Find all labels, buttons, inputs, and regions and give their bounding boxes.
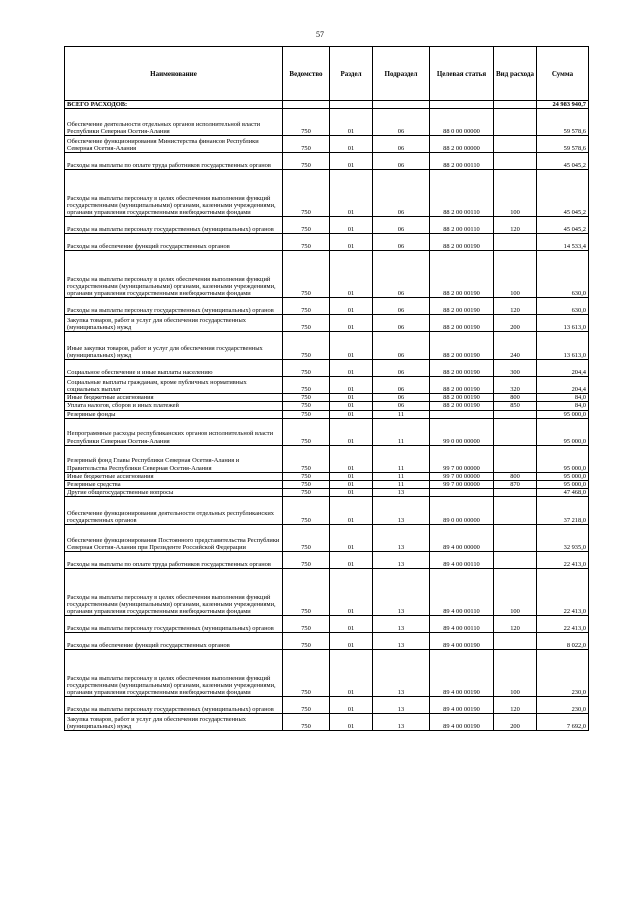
cell-podrazdel: 06 (373, 315, 430, 332)
cell-vid: 120 (494, 697, 537, 714)
cell-statya: 89 4 00 00190 (430, 714, 494, 731)
cell-razdel: 01 (330, 489, 373, 497)
cell-razdel: 01 (330, 153, 373, 170)
cell-name: Уплата налогов, сборов и иных платежей (65, 402, 283, 410)
cell-vid: 200 (494, 714, 537, 731)
header-summa: Сумма (537, 47, 589, 101)
cell-summa: 630,0 (537, 251, 589, 298)
cell-vedomstvo: 750 (283, 410, 330, 418)
table-row (65, 472, 589, 480)
cell-vedomstvo (283, 101, 330, 109)
cell-vid (494, 418, 537, 445)
cell-statya (430, 101, 494, 109)
cell-statya: 88 2 00 00190 (430, 360, 494, 377)
cell-razdel: 01 (330, 633, 373, 650)
cell-name: Социальные выплаты гражданам, кроме публичных нормативных социальных выплат (65, 377, 283, 394)
cell-statya: 89 4 00 00000 (430, 525, 494, 552)
cell-podrazdel: 13 (373, 497, 430, 525)
cell-summa: 59 578,6 (537, 109, 589, 136)
cell-vedomstvo: 750 (283, 569, 330, 616)
cell-name: Иные закупки товаров, работ и услуг для обеспечения государственных (муниципальных) нужд (65, 332, 283, 360)
cell-vid: 240 (494, 332, 537, 360)
cell-vedomstvo: 750 (283, 714, 330, 731)
table-row (65, 418, 589, 445)
cell-vid (494, 109, 537, 136)
table-row (65, 697, 589, 714)
cell-name: Расходы на обеспечение функций государственных органов (65, 234, 283, 251)
cell-vedomstvo: 750 (283, 394, 330, 402)
cell-statya: 89 4 00 00110 (430, 569, 494, 616)
cell-summa: 45 045,2 (537, 153, 589, 170)
cell-podrazdel: 06 (373, 170, 430, 217)
cell-name: Расходы на выплаты персоналу в целях обеспечения выполнения функций государственными (муниципальными) органами, казенными учреждениями, органами управления государственными внебюджетными фондами (65, 251, 283, 298)
cell-summa: 95 000,0 (537, 410, 589, 418)
table-row (65, 714, 589, 731)
cell-podrazdel: 11 (373, 481, 430, 489)
cell-summa: 204,4 (537, 360, 589, 377)
table-row (65, 315, 589, 332)
cell-razdel: 01 (330, 552, 373, 569)
cell-vid: 100 (494, 251, 537, 298)
cell-name: Обеспечение функционирования Министерства финансов Республики Северная Осетия-Алания (65, 136, 283, 153)
cell-summa: 47 468,0 (537, 489, 589, 497)
table-row (65, 234, 589, 251)
cell-statya: 88 2 00 00110 (430, 170, 494, 217)
cell-statya: 89 4 00 00110 (430, 616, 494, 633)
table-header-row (65, 47, 589, 101)
cell-podrazdel: 06 (373, 332, 430, 360)
cell-vid: 100 (494, 569, 537, 616)
cell-vid (494, 633, 537, 650)
cell-vedomstvo: 750 (283, 136, 330, 153)
cell-summa: 630,0 (537, 298, 589, 315)
cell-podrazdel: 06 (373, 217, 430, 234)
cell-podrazdel: 13 (373, 633, 430, 650)
cell-vedomstvo: 750 (283, 170, 330, 217)
cell-vid: 120 (494, 217, 537, 234)
cell-statya: 99 7 00 00000 (430, 472, 494, 480)
cell-podrazdel: 06 (373, 136, 430, 153)
cell-summa: 95 000,0 (537, 445, 589, 472)
cell-name: Иные бюджетные ассигнования (65, 394, 283, 402)
cell-vid (494, 525, 537, 552)
cell-name: Непрограммные расходы республиканских органов исполнительной власти Республики Северная Осетия-Алания (65, 418, 283, 445)
cell-vid (494, 410, 537, 418)
table-row (65, 101, 589, 109)
cell-summa: 230,0 (537, 650, 589, 697)
cell-vedomstvo: 750 (283, 633, 330, 650)
cell-name: Расходы на выплаты персоналу в целях обеспечения выполнения функций государственными (муниципальными) органами, казенными учреждениями, органами управления государственными внебюджетными фондами (65, 650, 283, 697)
cell-summa: 22 413,0 (537, 616, 589, 633)
header-razdel: Раздел (330, 47, 373, 101)
cell-statya: 88 0 00 00000 (430, 109, 494, 136)
cell-podrazdel: 11 (373, 418, 430, 445)
cell-vedomstvo: 750 (283, 153, 330, 170)
cell-razdel: 01 (330, 251, 373, 298)
cell-razdel: 01 (330, 217, 373, 234)
header-podrazdel: Подраздел (373, 47, 430, 101)
cell-summa: 13 613,0 (537, 315, 589, 332)
cell-statya: 88 2 00 00190 (430, 234, 494, 251)
table-row (65, 481, 589, 489)
cell-name: Расходы на выплаты персоналу государственных (муниципальных) органов (65, 217, 283, 234)
cell-razdel: 01 (330, 616, 373, 633)
cell-vedomstvo: 750 (283, 109, 330, 136)
cell-summa: 84,0 (537, 402, 589, 410)
table-row (65, 360, 589, 377)
cell-podrazdel: 13 (373, 697, 430, 714)
cell-summa: 95 000,0 (537, 472, 589, 480)
cell-vid: 200 (494, 315, 537, 332)
cell-podrazdel: 06 (373, 234, 430, 251)
cell-razdel: 01 (330, 332, 373, 360)
cell-statya: 88 2 00 00000 (430, 136, 494, 153)
table-row (65, 377, 589, 394)
cell-summa: 32 935,0 (537, 525, 589, 552)
cell-vid (494, 552, 537, 569)
cell-razdel: 01 (330, 481, 373, 489)
cell-summa: 45 045,2 (537, 217, 589, 234)
cell-razdel: 01 (330, 170, 373, 217)
cell-summa: 59 578,6 (537, 136, 589, 153)
cell-statya: 88 2 00 00190 (430, 332, 494, 360)
cell-vid: 120 (494, 298, 537, 315)
cell-summa: 230,0 (537, 697, 589, 714)
cell-statya: 99 0 00 00000 (430, 418, 494, 445)
cell-vid (494, 136, 537, 153)
cell-vedomstvo: 750 (283, 650, 330, 697)
cell-summa: 13 613,0 (537, 332, 589, 360)
table-row (65, 136, 589, 153)
cell-summa: 24 983 940,7 (537, 101, 589, 109)
cell-razdel: 01 (330, 497, 373, 525)
cell-vid (494, 101, 537, 109)
cell-razdel: 01 (330, 109, 373, 136)
cell-vedomstvo: 750 (283, 489, 330, 497)
table-row (65, 525, 589, 552)
cell-name: Расходы на выплаты по оплате труда работников государственных органов (65, 153, 283, 170)
cell-vedomstvo: 750 (283, 481, 330, 489)
cell-vedomstvo: 750 (283, 402, 330, 410)
cell-statya: 88 2 00 00110 (430, 217, 494, 234)
cell-statya: 88 2 00 00190 (430, 402, 494, 410)
cell-podrazdel: 11 (373, 472, 430, 480)
cell-name: Расходы на выплаты по оплате труда работников государственных органов (65, 552, 283, 569)
cell-podrazdel: 06 (373, 402, 430, 410)
cell-name: Обеспечение деятельности отдельных органов исполнительной власти Республики Северная Осетия-Алания (65, 109, 283, 136)
cell-razdel: 01 (330, 697, 373, 714)
cell-razdel: 01 (330, 714, 373, 731)
cell-podrazdel: 11 (373, 410, 430, 418)
cell-statya: 88 2 00 00190 (430, 377, 494, 394)
cell-summa: 22 413,0 (537, 552, 589, 569)
cell-statya: 88 2 00 00190 (430, 251, 494, 298)
table-row (65, 251, 589, 298)
cell-podrazdel: 06 (373, 394, 430, 402)
cell-vedomstvo: 750 (283, 360, 330, 377)
cell-razdel: 01 (330, 445, 373, 472)
cell-vid: 300 (494, 360, 537, 377)
cell-vedomstvo: 750 (283, 445, 330, 472)
cell-razdel: 01 (330, 402, 373, 410)
table-body (65, 101, 589, 731)
cell-name: ВСЕГО РАСХОДОВ: (65, 101, 283, 109)
cell-vedomstvo: 750 (283, 332, 330, 360)
cell-statya: 89 4 00 00190 (430, 650, 494, 697)
cell-statya (430, 410, 494, 418)
cell-vid: 100 (494, 170, 537, 217)
table-row (65, 552, 589, 569)
cell-vedomstvo: 750 (283, 251, 330, 298)
cell-razdel: 01 (330, 136, 373, 153)
cell-razdel: 01 (330, 377, 373, 394)
cell-name: Расходы на обеспечение функций государственных органов (65, 633, 283, 650)
cell-summa: 95 000,0 (537, 481, 589, 489)
cell-statya: 89 4 00 00110 (430, 552, 494, 569)
cell-podrazdel: 11 (373, 445, 430, 472)
table-row (65, 217, 589, 234)
cell-statya (430, 489, 494, 497)
cell-razdel: 01 (330, 569, 373, 616)
cell-vedomstvo: 750 (283, 217, 330, 234)
table-row (65, 616, 589, 633)
header-vedomstvo: Ведомство (283, 47, 330, 101)
cell-vid: 320 (494, 377, 537, 394)
cell-razdel: 01 (330, 410, 373, 418)
cell-podrazdel: 06 (373, 251, 430, 298)
cell-razdel (330, 101, 373, 109)
cell-summa: 84,0 (537, 394, 589, 402)
cell-name: Резервные средства (65, 481, 283, 489)
cell-summa: 7 692,0 (537, 714, 589, 731)
table-row (65, 410, 589, 418)
cell-vid: 120 (494, 616, 537, 633)
cell-vedomstvo: 750 (283, 616, 330, 633)
table-row (65, 633, 589, 650)
table-row (65, 298, 589, 315)
cell-summa: 95 000,0 (537, 418, 589, 445)
cell-vid (494, 497, 537, 525)
cell-podrazdel: 13 (373, 650, 430, 697)
cell-podrazdel: 06 (373, 360, 430, 377)
cell-podrazdel: 13 (373, 714, 430, 731)
cell-vid (494, 445, 537, 472)
table-row (65, 650, 589, 697)
cell-podrazdel: 06 (373, 153, 430, 170)
cell-name: Расходы на выплаты персоналу в целях обеспечения выполнения функций государственными (муниципальными) органами, казенными учреждениями, органами управления государственными внебюджетными фондами (65, 569, 283, 616)
cell-vid: 100 (494, 650, 537, 697)
cell-vedomstvo: 750 (283, 472, 330, 480)
cell-vid (494, 234, 537, 251)
table-row (65, 332, 589, 360)
cell-name: Расходы на выплаты персоналу государственных (муниципальных) органов (65, 298, 283, 315)
cell-statya: 89 4 00 00190 (430, 633, 494, 650)
cell-summa: 37 218,0 (537, 497, 589, 525)
cell-podrazdel: 06 (373, 109, 430, 136)
cell-razdel: 01 (330, 234, 373, 251)
table-row (65, 402, 589, 410)
cell-statya: 88 2 00 00110 (430, 153, 494, 170)
table-row (65, 497, 589, 525)
cell-razdel: 01 (330, 525, 373, 552)
table-row (65, 569, 589, 616)
cell-name: Обеспечение функционирования Постоянного представительства Республики Северная Осетия-Алания при Президенте Российской Федерации (65, 525, 283, 552)
table-row (65, 109, 589, 136)
cell-name: Обеспечение функционирования деятельности отдельных республиканских государственных органов (65, 497, 283, 525)
cell-name: Другие общегосударственные вопросы (65, 489, 283, 497)
cell-vid: 850 (494, 402, 537, 410)
cell-summa: 22 413,0 (537, 569, 589, 616)
cell-summa: 204,4 (537, 377, 589, 394)
cell-name: Закупка товаров, работ и услуг для обеспечения государственных (муниципальных) нужд (65, 714, 283, 731)
cell-razdel: 01 (330, 298, 373, 315)
table-row (65, 489, 589, 497)
cell-vedomstvo: 750 (283, 418, 330, 445)
cell-name: Иные бюджетные ассигнования (65, 472, 283, 480)
table-row (65, 170, 589, 217)
budget-table (64, 46, 589, 731)
cell-name: Резервные фонды (65, 410, 283, 418)
cell-summa: 8 022,0 (537, 633, 589, 650)
cell-vedomstvo: 750 (283, 377, 330, 394)
cell-podrazdel: 06 (373, 377, 430, 394)
cell-podrazdel: 13 (373, 489, 430, 497)
cell-razdel: 01 (330, 418, 373, 445)
cell-vedomstvo: 750 (283, 552, 330, 569)
page-number: 57 (316, 30, 324, 39)
cell-vid (494, 153, 537, 170)
header-statya: Целевая статья (430, 47, 494, 101)
cell-podrazdel: 13 (373, 525, 430, 552)
cell-statya: 88 2 00 00190 (430, 394, 494, 402)
cell-summa: 45 045,2 (537, 170, 589, 217)
cell-vid (494, 489, 537, 497)
table-row (65, 153, 589, 170)
cell-statya: 99 7 00 00000 (430, 481, 494, 489)
cell-podrazdel: 06 (373, 298, 430, 315)
cell-razdel: 01 (330, 394, 373, 402)
cell-statya: 88 2 00 00190 (430, 315, 494, 332)
cell-podrazdel: 13 (373, 552, 430, 569)
cell-razdel: 01 (330, 650, 373, 697)
cell-vedomstvo: 750 (283, 497, 330, 525)
cell-statya: 99 7 00 00000 (430, 445, 494, 472)
cell-name: Закупка товаров, работ и услуг для обеспечения государственных (муниципальных) нужд (65, 315, 283, 332)
cell-podrazdel: 13 (373, 569, 430, 616)
cell-name: Социальное обеспечение и иные выплаты населению (65, 360, 283, 377)
cell-statya: 89 4 00 00190 (430, 697, 494, 714)
cell-name: Расходы на выплаты персоналу в целях обеспечения выполнения функций государственными (муниципальными) органами, казенными учреждениями, органами управления государственными внебюджетными фондами (65, 170, 283, 217)
cell-vid: 800 (494, 394, 537, 402)
cell-statya: 89 0 00 00000 (430, 497, 494, 525)
cell-summa: 14 533,4 (537, 234, 589, 251)
cell-podrazdel: 13 (373, 616, 430, 633)
cell-razdel: 01 (330, 315, 373, 332)
header-vid: Вид расхода (494, 47, 537, 101)
cell-vedomstvo: 750 (283, 234, 330, 251)
cell-vedomstvo: 750 (283, 315, 330, 332)
cell-vedomstvo: 750 (283, 298, 330, 315)
cell-vid: 800 (494, 472, 537, 480)
cell-statya: 88 2 00 00190 (430, 298, 494, 315)
cell-vid: 870 (494, 481, 537, 489)
cell-vedomstvo: 750 (283, 697, 330, 714)
cell-razdel: 01 (330, 472, 373, 480)
cell-name: Расходы на выплаты персоналу государственных (муниципальных) органов (65, 697, 283, 714)
cell-name: Расходы на выплаты персоналу государственных (муниципальных) органов (65, 616, 283, 633)
cell-name: Резервный фонд Главы Республики Северная Осетия-Алания и Правительства Республики Северная Осетия-Алания (65, 445, 283, 472)
table-row (65, 394, 589, 402)
header-name: Наименование (65, 47, 283, 101)
table-row (65, 445, 589, 472)
cell-razdel: 01 (330, 360, 373, 377)
cell-vedomstvo: 750 (283, 525, 330, 552)
cell-podrazdel (373, 101, 430, 109)
